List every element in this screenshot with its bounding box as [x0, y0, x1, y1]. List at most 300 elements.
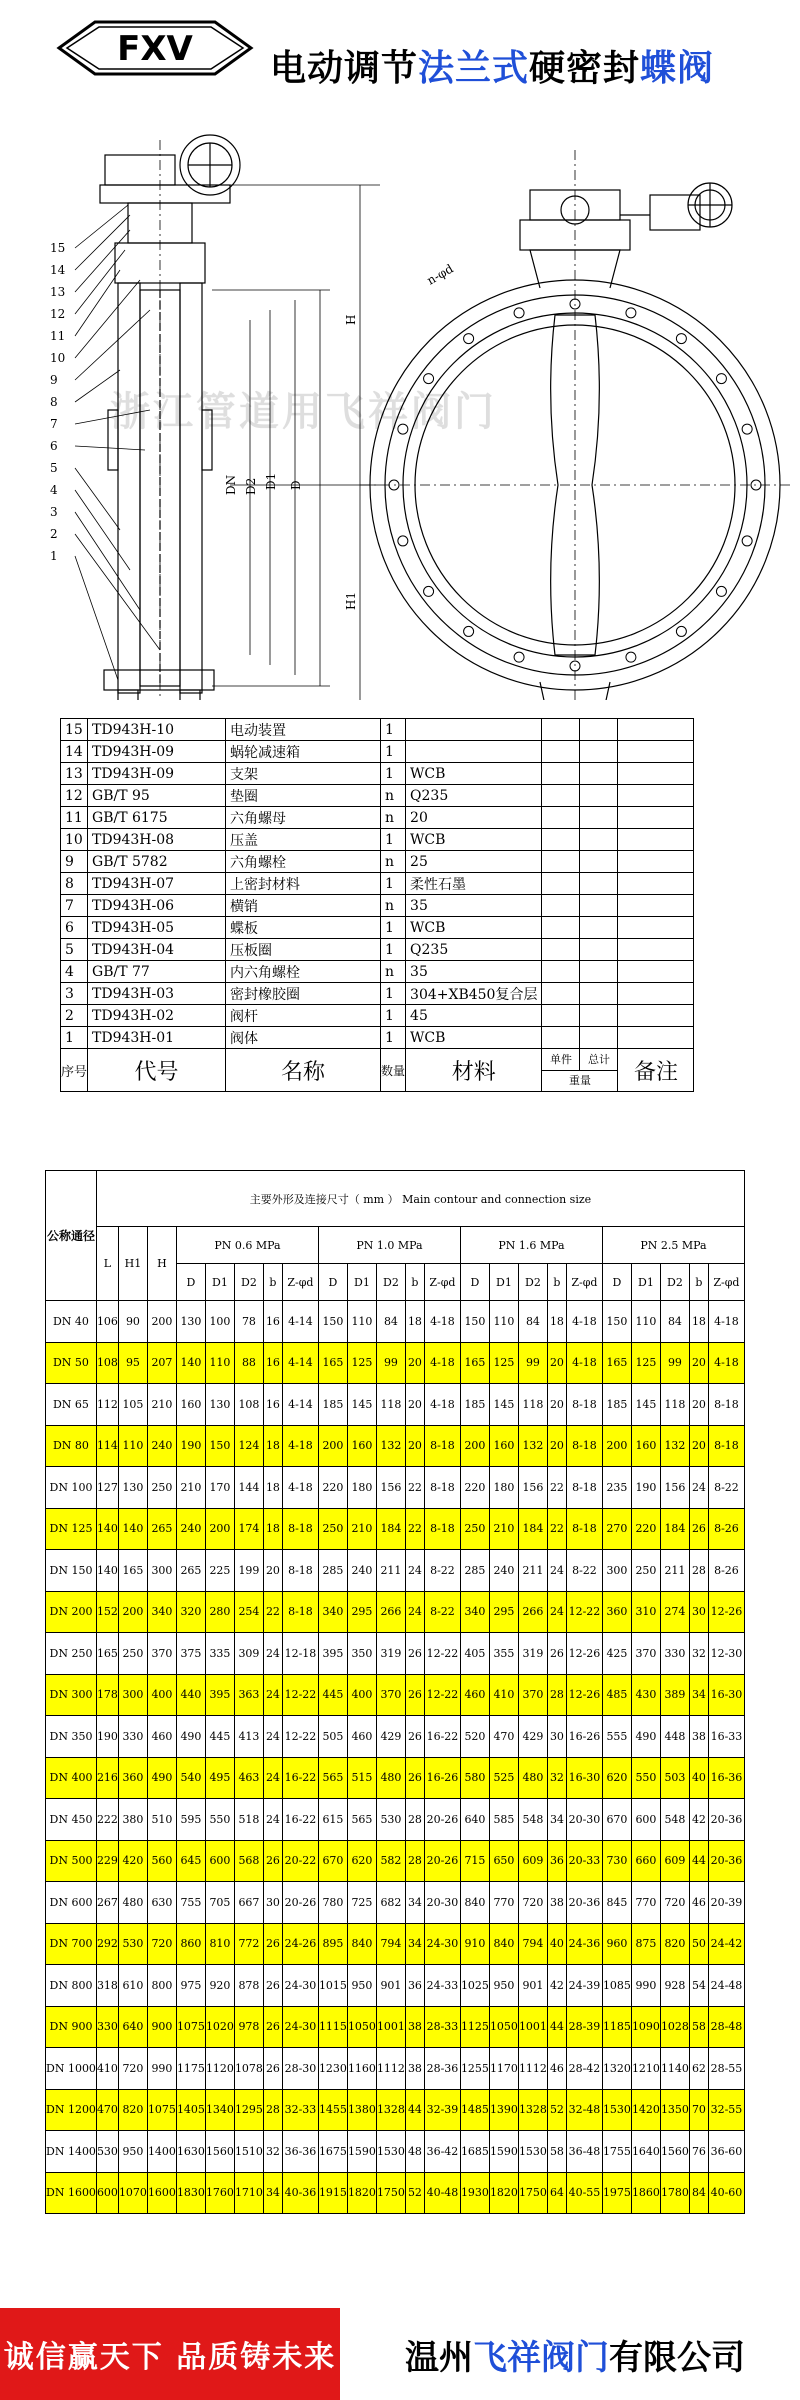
size-cell: 730 — [602, 1840, 631, 1882]
size-cell: 34 — [547, 1799, 566, 1841]
size-cell: 1750 — [518, 2172, 547, 2214]
parts-row — [61, 939, 694, 961]
size-row-dn: DN 900 — [46, 2006, 97, 2048]
parts-row — [61, 895, 694, 917]
size-cell: 24-30 — [282, 1965, 318, 2007]
parts-cell-material: 20 — [406, 807, 542, 829]
size-cell: 28 — [405, 1799, 424, 1841]
size-cell: 630 — [147, 1882, 176, 1924]
size-cell: 28 — [405, 1840, 424, 1882]
parts-cell-no: 13 — [61, 763, 88, 785]
size-cell: 40 — [689, 1757, 708, 1799]
size-cell: 4-18 — [282, 1425, 318, 1467]
size-cell: 1175 — [176, 2048, 205, 2090]
size-cell: 1120 — [205, 2048, 234, 2090]
size-cell: 36-48 — [566, 2131, 602, 2173]
size-cell: 285 — [318, 1550, 347, 1592]
size-cell: 20-26 — [282, 1882, 318, 1924]
size-cell: 1915 — [318, 2172, 347, 2214]
size-cell: 110 — [631, 1301, 660, 1343]
size-cell: 609 — [518, 1840, 547, 1882]
parts-cell-code: TD943H-09 — [88, 763, 226, 785]
size-cell: 160 — [489, 1425, 518, 1467]
parts-header-name: 名称 — [226, 1049, 381, 1092]
parts-cell-qty: 1 — [381, 829, 406, 851]
size-cell: 1390 — [489, 2089, 518, 2131]
size-cell: 32-39 — [424, 2089, 460, 2131]
size-cell: 84 — [689, 2172, 708, 2214]
parts-cell-empty — [542, 741, 580, 763]
parts-cell-qty: n — [381, 807, 406, 829]
size-cell: 44 — [547, 2006, 566, 2048]
parts-row — [61, 917, 694, 939]
size-cell: 565 — [347, 1799, 376, 1841]
parts-cell-empty — [580, 873, 618, 895]
size-cell: 1350 — [660, 2089, 689, 2131]
parts-cell-no: 14 — [61, 741, 88, 763]
parts-cell-empty — [580, 961, 618, 983]
parts-cell-qty: n — [381, 785, 406, 807]
parts-row — [61, 851, 694, 873]
size-cell: 160 — [631, 1425, 660, 1467]
size-row-dn: DN 600 — [46, 1882, 97, 1924]
size-cell: 210 — [347, 1508, 376, 1550]
parts-row — [61, 983, 694, 1005]
size-cell: 772 — [234, 1923, 263, 1965]
size-cell: 292 — [96, 1923, 118, 1965]
size-cell: 640 — [460, 1799, 489, 1841]
size-cell: 1328 — [376, 2089, 405, 2131]
size-cell: 22 — [547, 1508, 566, 1550]
size-cell: 165 — [96, 1633, 118, 1675]
size-cell: 440 — [176, 1674, 205, 1716]
size-cell: 38 — [405, 2006, 424, 2048]
size-cell: 32-48 — [566, 2089, 602, 2131]
size-cell: 1820 — [347, 2172, 376, 2214]
parts-cell-empty — [618, 785, 694, 807]
size-cell: 99 — [660, 1342, 689, 1384]
size-cell: 200 — [602, 1425, 631, 1467]
size-cell: 960 — [602, 1923, 631, 1965]
size-cell: 490 — [631, 1716, 660, 1758]
parts-table — [60, 718, 694, 1092]
size-row-dn: DN 65 — [46, 1384, 97, 1426]
size-cell: 845 — [602, 1882, 631, 1924]
parts-cell-no: 5 — [61, 939, 88, 961]
size-cell: 100 — [205, 1301, 234, 1343]
size-cell: 152 — [96, 1591, 118, 1633]
size-cell: 16-22 — [282, 1757, 318, 1799]
size-cell: 165 — [118, 1550, 147, 1592]
size-cell: 62 — [689, 2048, 708, 2090]
size-cell: 335 — [205, 1633, 234, 1675]
parts-cell-code: TD943H-07 — [88, 873, 226, 895]
size-cell: 610 — [118, 1965, 147, 2007]
leader-label: 5 — [50, 461, 58, 475]
size-cell: 580 — [460, 1757, 489, 1799]
size-cell: 395 — [205, 1674, 234, 1716]
size-cell: 445 — [205, 1716, 234, 1758]
parts-cell-material: WCB — [406, 829, 542, 851]
size-cell: 429 — [376, 1716, 405, 1758]
parts-cell-name: 密封橡胶圈 — [226, 983, 381, 1005]
size-cell: 400 — [347, 1674, 376, 1716]
size-row — [46, 1508, 745, 1550]
size-cell: 510 — [147, 1799, 176, 1841]
size-cell: 28-36 — [424, 2048, 460, 2090]
parts-cell-code: TD943H-10 — [88, 719, 226, 741]
size-cell: 350 — [347, 1633, 376, 1675]
parts-cell-empty — [542, 961, 580, 983]
size-cell: 34 — [405, 1882, 424, 1924]
size-cell: 125 — [631, 1342, 660, 1384]
size-cell: 118 — [518, 1384, 547, 1426]
size-row — [46, 1674, 745, 1716]
size-cell: 920 — [205, 1965, 234, 2007]
size-cell: 1255 — [460, 2048, 489, 2090]
size-cell: 20 — [689, 1384, 708, 1426]
size-row-dn: DN 125 — [46, 1508, 97, 1550]
parts-cell-empty — [618, 829, 694, 851]
size-cell: 22 — [547, 1467, 566, 1509]
size-cell: 130 — [205, 1384, 234, 1426]
size-cell: 132 — [660, 1425, 689, 1467]
size-cell: 8-18 — [566, 1425, 602, 1467]
size-cell: 1320 — [602, 2048, 631, 2090]
size-sub-col: D — [318, 1264, 347, 1301]
size-cell: 530 — [118, 1923, 147, 1965]
size-row — [46, 1342, 745, 1384]
size-cell: 184 — [660, 1508, 689, 1550]
size-cell: 24-36 — [566, 1923, 602, 1965]
size-cell: 12-22 — [424, 1674, 460, 1716]
size-cell: 1001 — [376, 2006, 405, 2048]
size-cell: 26 — [405, 1716, 424, 1758]
size-cell: 395 — [318, 1633, 347, 1675]
size-cell: 38 — [689, 1716, 708, 1758]
size-cell: 250 — [318, 1508, 347, 1550]
size-cell: 99 — [518, 1342, 547, 1384]
parts-row — [61, 873, 694, 895]
size-sub-col: D — [602, 1264, 631, 1301]
size-cell: 250 — [147, 1467, 176, 1509]
size-cell: 480 — [518, 1757, 547, 1799]
parts-cell-empty — [580, 983, 618, 1005]
size-sub-col: b — [547, 1264, 566, 1301]
size-row — [46, 2048, 745, 2090]
parts-header-code: 代号 — [88, 1049, 226, 1092]
parts-cell-empty — [542, 851, 580, 873]
size-cell: 24-33 — [424, 1965, 460, 2007]
parts-cell-name: 蝶板 — [226, 917, 381, 939]
size-cell: 211 — [376, 1550, 405, 1592]
size-cell: 1760 — [205, 2172, 234, 2214]
size-cell: 4-14 — [282, 1384, 318, 1426]
size-cell: 26 — [405, 1633, 424, 1675]
size-cell: 8-26 — [708, 1550, 744, 1592]
size-cell: 32 — [547, 1757, 566, 1799]
parts-cell-empty — [580, 719, 618, 741]
size-cell: 265 — [176, 1550, 205, 1592]
size-sub-col: b — [263, 1264, 282, 1301]
parts-cell-empty — [618, 763, 694, 785]
bolt-hole — [514, 308, 524, 318]
size-cell: 200 — [318, 1425, 347, 1467]
parts-cell-qty: n — [381, 895, 406, 917]
size-cell: 330 — [660, 1633, 689, 1675]
size-row-dn: DN 200 — [46, 1591, 97, 1633]
size-cell: 8-22 — [708, 1467, 744, 1509]
size-cell: 300 — [118, 1674, 147, 1716]
size-cell: 30 — [689, 1591, 708, 1633]
size-cell: 64 — [547, 2172, 566, 2214]
size-cell: 8-18 — [566, 1384, 602, 1426]
parts-cell-material: Q235 — [406, 939, 542, 961]
size-cell: 515 — [347, 1757, 376, 1799]
size-cell: 405 — [460, 1633, 489, 1675]
size-cell: 250 — [118, 1633, 147, 1675]
parts-cell-qty: 1 — [381, 1027, 406, 1049]
parts-cell-code: GB/T 95 — [88, 785, 226, 807]
size-cell: 211 — [518, 1550, 547, 1592]
size-cell: 8-18 — [424, 1508, 460, 1550]
size-cell: 240 — [489, 1550, 518, 1592]
size-cell: 24 — [263, 1633, 282, 1675]
size-cell: 184 — [518, 1508, 547, 1550]
size-cell: 42 — [547, 1965, 566, 2007]
size-cell: 1028 — [660, 2006, 689, 2048]
size-cell: 4-18 — [566, 1301, 602, 1343]
parts-cell-empty — [618, 807, 694, 829]
size-cell: 8-18 — [282, 1550, 318, 1592]
size-cell: 24 — [689, 1467, 708, 1509]
size-cell: 140 — [96, 1550, 118, 1592]
size-cell: 12-22 — [424, 1633, 460, 1675]
page-footer — [0, 2308, 800, 2400]
size-cell: 40-60 — [708, 2172, 744, 2214]
leader-labels — [50, 241, 66, 563]
size-cell: 70 — [689, 2089, 708, 2131]
size-cell: 174 — [234, 1508, 263, 1550]
size-cell: 84 — [518, 1301, 547, 1343]
parts-cell-qty: n — [381, 851, 406, 873]
size-row — [46, 1757, 745, 1799]
size-cell: 285 — [460, 1550, 489, 1592]
size-cell: 1050 — [347, 2006, 376, 2048]
size-cell: 34 — [689, 1674, 708, 1716]
size-cell: 36-60 — [708, 2131, 744, 2173]
parts-cell-empty — [542, 1027, 580, 1049]
size-cell: 8-26 — [708, 1508, 744, 1550]
size-cell: 582 — [376, 1840, 405, 1882]
parts-header-material: 材料 — [406, 1049, 542, 1092]
parts-cell-empty — [618, 741, 694, 763]
size-cell: 112 — [96, 1384, 118, 1426]
size-cell: 32-55 — [708, 2089, 744, 2131]
size-cell: 770 — [489, 1882, 518, 1924]
title-part: 硬密封 — [529, 48, 641, 89]
size-cell: 600 — [205, 1840, 234, 1882]
size-cell: 20 — [405, 1342, 424, 1384]
parts-cell-empty — [542, 939, 580, 961]
parts-cell-no: 4 — [61, 961, 88, 983]
size-cell: 8-18 — [566, 1508, 602, 1550]
size-cell: 810 — [205, 1923, 234, 1965]
size-table — [45, 1170, 745, 2214]
size-cell: 4-14 — [282, 1301, 318, 1343]
parts-row — [61, 741, 694, 763]
size-cell: 52 — [547, 2089, 566, 2131]
size-cell: 185 — [460, 1384, 489, 1426]
bolt-hole — [464, 334, 474, 344]
parts-cell-empty — [580, 763, 618, 785]
size-cell: 20-36 — [708, 1799, 744, 1841]
size-cell: 36 — [405, 1965, 424, 2007]
size-cell: 1675 — [318, 2131, 347, 2173]
parts-cell-no: 11 — [61, 807, 88, 829]
size-pn-group: PN 1.6 MPa — [460, 1227, 602, 1264]
size-cell: 725 — [347, 1882, 376, 1924]
size-cell: 156 — [376, 1467, 405, 1509]
size-cell: 1400 — [147, 2131, 176, 2173]
size-cell: 4-18 — [708, 1301, 744, 1343]
size-cell: 1530 — [602, 2089, 631, 2131]
size-cell: 125 — [347, 1342, 376, 1384]
size-cell: 20 — [405, 1425, 424, 1467]
size-cell: 20-22 — [282, 1840, 318, 1882]
size-cell: 40 — [547, 1923, 566, 1965]
size-cell: 124 — [234, 1425, 263, 1467]
size-cell: 34 — [405, 1923, 424, 1965]
parts-cell-name: 垫圈 — [226, 785, 381, 807]
size-cell: 755 — [176, 1882, 205, 1924]
size-cell: 1070 — [118, 2172, 147, 2214]
size-cell: 114 — [96, 1425, 118, 1467]
parts-cell-empty — [542, 719, 580, 741]
size-cell: 50 — [689, 1923, 708, 1965]
size-cell: 125 — [489, 1342, 518, 1384]
dim-h1-label: H1 — [344, 591, 358, 610]
size-cell: 211 — [660, 1550, 689, 1592]
dim-d1-label: D1 — [264, 472, 278, 490]
size-cell: 20 — [689, 1342, 708, 1384]
size-cell: 518 — [234, 1799, 263, 1841]
parts-row — [61, 1027, 694, 1049]
size-cell: 820 — [118, 2089, 147, 2131]
size-row — [46, 1550, 745, 1592]
size-header-row-1 — [46, 1171, 745, 1227]
parts-cell-code: TD943H-01 — [88, 1027, 226, 1049]
size-cell: 1420 — [631, 2089, 660, 2131]
size-cell: 127 — [96, 1467, 118, 1509]
size-row — [46, 1965, 745, 2007]
size-cell: 1025 — [460, 1965, 489, 2007]
size-cell: 99 — [376, 1342, 405, 1384]
parts-cell-qty: 1 — [381, 719, 406, 741]
size-cell: 156 — [660, 1467, 689, 1509]
size-cell: 360 — [602, 1591, 631, 1633]
size-row — [46, 1384, 745, 1426]
size-cell: 975 — [176, 1965, 205, 2007]
size-cell: 200 — [147, 1301, 176, 1343]
size-cell: 150 — [318, 1301, 347, 1343]
size-cell: 319 — [518, 1633, 547, 1675]
size-row-dn: DN 150 — [46, 1550, 97, 1592]
parts-cell-material: 35 — [406, 961, 542, 983]
size-cell: 620 — [602, 1757, 631, 1799]
size-cell: 140 — [96, 1508, 118, 1550]
size-cell: 550 — [205, 1799, 234, 1841]
parts-cell-code: TD943H-03 — [88, 983, 226, 1005]
size-cell: 16-26 — [566, 1716, 602, 1758]
size-cell: 1112 — [518, 2048, 547, 2090]
size-cell: 185 — [602, 1384, 631, 1426]
footer-company — [350, 2308, 800, 2400]
parts-cell-no: 7 — [61, 895, 88, 917]
size-cell: 1020 — [205, 2006, 234, 2048]
size-cell: 20-30 — [424, 1882, 460, 1924]
size-cell: 445 — [318, 1674, 347, 1716]
size-cell: 8-18 — [424, 1467, 460, 1509]
size-cell: 425 — [602, 1633, 631, 1675]
size-cell: 150 — [602, 1301, 631, 1343]
size-cell: 990 — [147, 2048, 176, 2090]
size-cell: 1015 — [318, 1965, 347, 2007]
parts-cell-empty — [618, 1005, 694, 1027]
size-row-dn: DN 800 — [46, 1965, 97, 2007]
parts-cell-material: 柔性石墨 — [406, 873, 542, 895]
size-cell: 720 — [147, 1923, 176, 1965]
parts-cell-qty: 1 — [381, 983, 406, 1005]
size-cell: 928 — [660, 1965, 689, 2007]
size-cell: 370 — [631, 1633, 660, 1675]
size-cell: 568 — [234, 1840, 263, 1882]
size-cell: 24-42 — [708, 1923, 744, 1965]
size-cell: 900 — [147, 2006, 176, 2048]
size-cell: 145 — [631, 1384, 660, 1426]
size-cell: 300 — [147, 1550, 176, 1592]
size-cell: 820 — [660, 1923, 689, 1965]
size-cell: 210 — [489, 1508, 518, 1550]
parts-cell-empty — [542, 1005, 580, 1027]
size-sub-col: Z-φd — [282, 1264, 318, 1301]
size-cell: 32 — [263, 2131, 282, 2173]
size-cell: 8-18 — [708, 1384, 744, 1426]
size-cell: 410 — [96, 2048, 118, 2090]
size-cell: 265 — [147, 1508, 176, 1550]
size-cell: 76 — [689, 2131, 708, 2173]
leader-label: 8 — [50, 395, 58, 409]
size-cell: 295 — [489, 1591, 518, 1633]
size-cell: 720 — [118, 2048, 147, 2090]
size-cell: 505 — [318, 1716, 347, 1758]
bolt-hole — [464, 626, 474, 636]
size-cell: 18 — [263, 1425, 282, 1467]
parts-cell-qty: 1 — [381, 917, 406, 939]
dim-d2-label: D2 — [244, 477, 258, 495]
size-cell: 220 — [318, 1467, 347, 1509]
size-cell: 1510 — [234, 2131, 263, 2173]
size-cell: 460 — [460, 1674, 489, 1716]
size-cell: 118 — [376, 1384, 405, 1426]
size-cell: 1975 — [602, 2172, 631, 2214]
size-cell: 28-42 — [566, 2048, 602, 2090]
size-cell: 26 — [689, 1508, 708, 1550]
parts-cell-empty — [580, 829, 618, 851]
size-cell: 110 — [205, 1342, 234, 1384]
size-cell: 295 — [347, 1591, 376, 1633]
size-cell: 8-18 — [708, 1425, 744, 1467]
